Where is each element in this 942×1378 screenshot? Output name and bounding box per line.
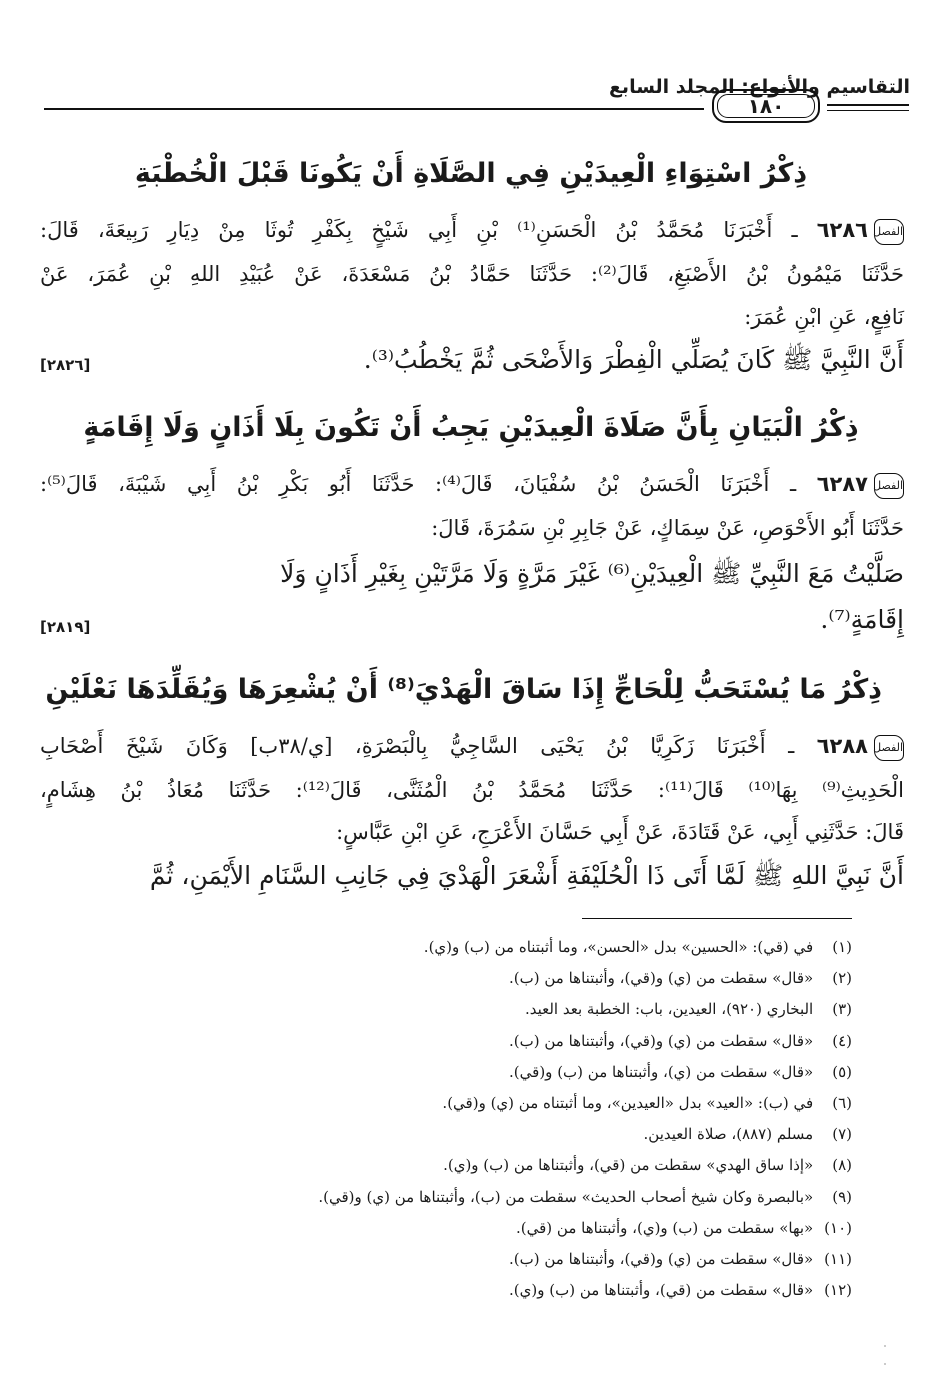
- footnote: (٤) «قال» سقطت من (ي) و(قي)، وأثبتناها من (ب).: [509, 1031, 852, 1050]
- hadith-matn: أَنَّ نَبِيَّ اللهِ ﷺ لَمَّا أَتَى ذَا الْحُلَيْفَةِ أَشْعَرَ الْهَدْيَ فِي جَانِبِ السَّنَامِ الأَيْمَنِ، ثُمَّ: [149, 861, 904, 890]
- hadith-text: ـ أَخْبَرَنَا مُحَمَّدُ بْنُ الْحَسَنِ⁽¹⁾ بْنِ أَبِي شَيْخٍ بِكَفْرِ تُوثَا مِنْ دِيَارِ رَبِيعَةَ، قَالَ:: [40, 218, 798, 242]
- hadith-line: قَالَ: حَدَّثَنِي أَبِي، عَنْ قَتَادَةَ، عَنْ أَبِي حَسَّانَ الأَعْرَجِ، عَنِ ابْنِ عَبَّاسٍ:: [336, 820, 904, 844]
- section-heading: ذِكْرُ اسْتِوَاءِ الْعِيدَيْنِ فِي الصَّلَاةِ أَنْ يَكُونَا قَبْلَ الْخُطْبَةِ: [134, 158, 808, 189]
- footnote: (٢) «قال» سقطت من (ي) و(قي)، وأثبتناها من (ب).: [509, 969, 852, 988]
- page-number: ١٨٠: [712, 89, 820, 123]
- fasl-badge-icon: الفصل: [874, 219, 904, 245]
- hadith-matn: صَلَّيْتُ مَعَ النَّبِيِّ ﷺ الْعِيدَيْنِ⁽⁶⁾ غَيْرَ مَرَّةٍ وَلَا مَرَّتَيْنِ بِغَيْرِ أَذَانٍ وَلَا: [280, 559, 904, 588]
- footnote: (١٢) «قال» سقطت من (قي)، وأثبتناها من (ب) و(ي).: [509, 1281, 852, 1300]
- footnote: (٦) في (ب): «العيد» بدل «العيدين»، وما أثبتناه من (ي) و(قي).: [442, 1094, 852, 1113]
- running-title: التقاسيم والأنواع: المجلد السابع: [608, 76, 910, 98]
- footnote: (٣) البخاري (٩٢٠)، العيدين، باب: الخطبة بعد العيد.: [524, 1000, 852, 1019]
- footnote: (١١) «قال» سقطت من (ي) و(قي)، وأثبتناها من (ب).: [509, 1250, 852, 1269]
- hadith-number: ٦٢٨٦: [816, 218, 868, 242]
- cross-reference: [٢٨٢٦]: [40, 356, 91, 374]
- hadith-line: الْحَدِيثِ⁽⁹⁾ بِهَا⁽¹⁰⁾ قَالَ⁽¹¹⁾: حَدَّثَنَا مُحَمَّدُ بْنُ الْمُثَنَّى، قَالَ⁽¹²⁾: حَدَّثَنَا مُعَاذُ بْنُ هِشَامٍ،: [40, 778, 904, 802]
- header-rule: [44, 108, 704, 110]
- hadith-line: حَدَّثَنَا أَبُو الأَحْوَصِ، عَنْ سِمَاكٍ، عَنْ جَابِرِ بْنِ سَمُرَةَ، قَالَ:: [431, 516, 904, 540]
- footnote: (٩) «بالبصرة وكان شيخ أصحاب الحديث» سقطت من (ب)، وأثبتناها من (ي) و(قي).: [318, 1187, 852, 1206]
- hadith-matn: أَنَّ النَّبِيَّ ﷺ كَانَ يُصَلِّي الْفِطْرَ وَالأَضْحَى ثُمَّ يَخْطُبُ⁽³⁾.: [363, 345, 904, 374]
- footnote: (١٠) «بها» سقطت من (ب) و(ي)، وأثبتناها من (قي).: [516, 1218, 852, 1237]
- hadith-line: حَدَّثَنَا مَيْمُونُ بْنُ الأَصْبَغِ، قَالَ⁽²⁾: حَدَّثَنَا حَمَّادُ بْنُ مَسْعَدَةَ، عَنْ عُبَيْدِ اللهِ بْنِ عُمَرَ، عَنْ: [40, 262, 904, 286]
- hadith-text: ـ أَخْبَرَنَا زَكَرِيَّا بْنُ يَحْيَى السَّاجِيُّ بِالْبَصْرَةِ، [ي/٣٨ب] وَكَانَ شَيْخَ أَصْحَابِ: [40, 734, 795, 758]
- hadith-line: نَافِعٍ، عَنِ ابْنِ عُمَرَ:: [744, 305, 904, 329]
- footnote: (٧) مسلم (٨٨٧)، صلاة العيدين.: [643, 1125, 852, 1144]
- hadith-matn-continued: إِقَامَةٍ⁽⁷⁾.: [820, 605, 904, 634]
- footnote-rule: [582, 918, 852, 919]
- header-rule-right-thin: [827, 110, 909, 111]
- fasl-badge-icon: الفصل: [874, 735, 904, 761]
- footnote: (١) في (قي): «الحسين» بدل «الحسن»، وما أثبتناه من (ب) و(ي).: [423, 938, 852, 956]
- section-heading: ذِكْرُ مَا يُسْتَحَبُّ لِلْحَاجِّ إِذَا سَاقَ الْهَدْيَ⁽⁸⁾ أَنْ يُشْعِرَهَا وَيُقَلِّدَهَا نَعْلَيْنِ: [45, 674, 882, 705]
- hadith-number: ٦٢٨٧: [816, 472, 868, 496]
- cross-reference: [٢٨١٩]: [40, 618, 91, 636]
- header-rule-right: [827, 104, 909, 106]
- fasl-badge-icon: الفصل: [874, 473, 904, 499]
- footnote: (٨) «إذا ساق الهدي» سقطت من (قي)، وأثبتناها من (ب) و(ي).: [443, 1156, 852, 1175]
- hadith-line: [40, 734, 904, 761]
- hadith-line: [40, 472, 904, 499]
- footnotes: [318, 932, 852, 1306]
- hadith-text: ـ أَخْبَرَنَا الْحَسَنُ بْنُ سُفْيَانَ، قَالَ⁽⁴⁾: حَدَّثَنَا أَبُو بَكْرِ بْنُ أَبِي شَيْبَةَ، قَالَ⁽⁵⁾:: [40, 472, 797, 496]
- footnote: (٥) «قال» سقطت من (ي)، وأثبتناها من (ب) و(قي).: [509, 1062, 852, 1081]
- section-heading: ذِكْرُ الْبَيَانِ بِأَنَّ صَلَاةَ الْعِيدَيْنِ يَجِبُ أَنْ تَكُونَ بِلَا أَذَانٍ وَلَا إِقَامَةٍ: [83, 412, 859, 443]
- hadith-line: [40, 218, 904, 245]
- scan-speck-icon: [880, 1340, 890, 1370]
- hadith-number: ٦٢٨٨: [816, 734, 869, 758]
